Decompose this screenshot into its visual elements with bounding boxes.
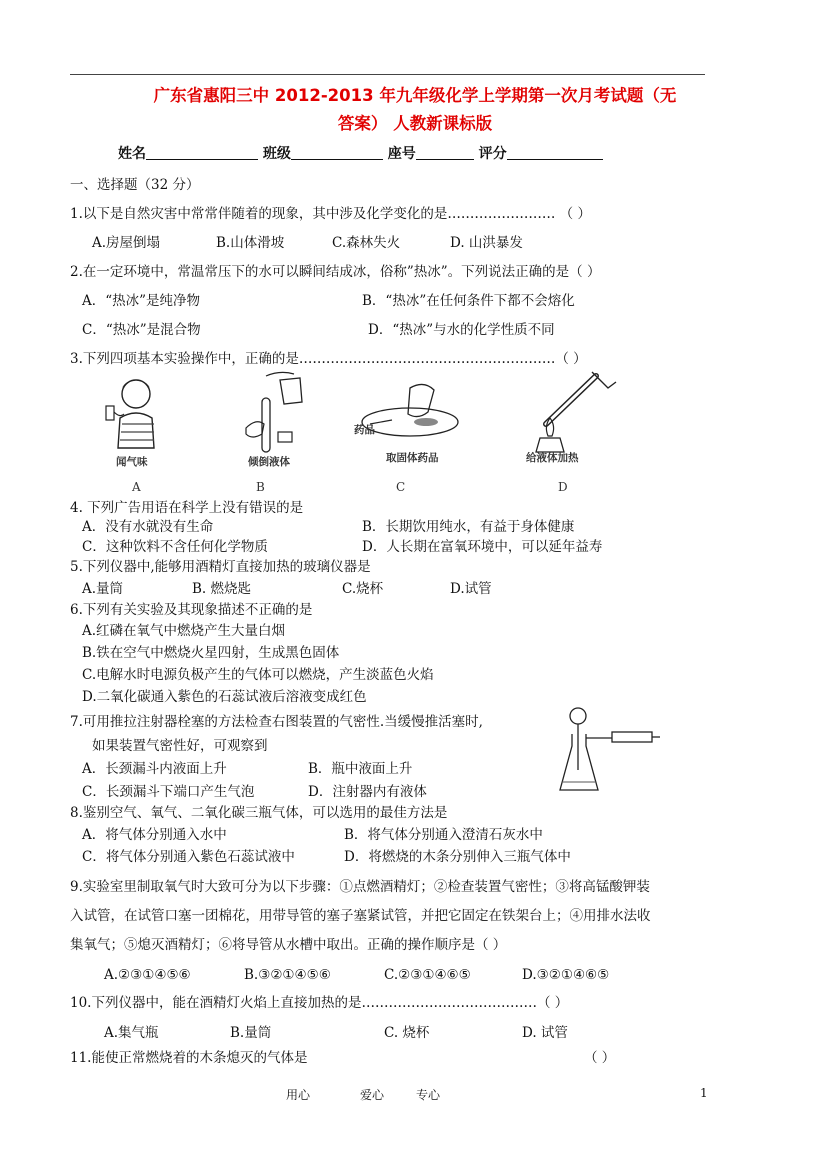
q4-option-a: A．没有水就没有生命 [82, 519, 214, 535]
q6-option-b: B.铁在空气中燃烧火星四射，生成黑色固体 [82, 645, 340, 661]
q11-answer-paren: （ ） [584, 1050, 616, 1066]
q3-figure-row [96, 368, 651, 496]
q4-option-d: D．人长期在富氧环境中，可以延年益寿 [362, 539, 603, 555]
q2-option-b: B．“热冰”在任何条件下都不会熔化 [362, 293, 575, 309]
q3-letter-b: B [256, 480, 265, 494]
q10-option-d: D. 试管 [522, 1025, 568, 1041]
footer-motto-1: 用心 [286, 1088, 311, 1102]
q8-option-a: A．将气体分别通入水中 [82, 827, 227, 843]
q3-caption-a: 闻气味 [116, 456, 148, 468]
q7-stem-cont: 如果装置气密性好，可观察到 [92, 738, 268, 754]
q3-letter-c: C [396, 480, 406, 494]
q9-option-b: B.③②①④⑤⑥ [244, 967, 331, 983]
q10-option-c: C. 烧杯 [384, 1025, 430, 1041]
q4-stem: 4. 下列广告用语在科学上没有错误的是 [70, 500, 304, 516]
q3-caption-b: 倾倒液体 [248, 456, 290, 468]
q6-stem: 6.下列有关实验及其现象描述不正确的是 [70, 602, 313, 618]
q10-option-b: B.量筒 [230, 1025, 272, 1041]
q9-option-c: C.②③①④⑥⑤ [384, 967, 471, 983]
q7-stem: 7.可用推拉注射器栓塞的方法检查右图装置的气密性.当缓慢推活塞时, [70, 714, 483, 730]
q8-option-b: B．将气体分别通入澄清石灰水中 [344, 827, 543, 843]
score-blank [507, 145, 603, 160]
q1-stem: 1.以下是自然灾害中常常伴随着的现象，其中涉及化学变化的是…………………… （ ） [70, 206, 591, 222]
q8-option-c: C．将气体分别通入紫色石蕊试液中 [82, 849, 295, 865]
q2-option-a: A．“热冰”是纯净物 [82, 293, 201, 309]
q4-option-b: B．长期饮用纯水，有益于身体健康 [362, 519, 575, 535]
student-info-row [118, 143, 603, 163]
q11-stem: 11.能使正常燃烧着的木条熄灭的气体是 [70, 1050, 308, 1066]
q10-option-a: A.集气瓶 [104, 1025, 159, 1041]
q8-option-d: D．将燃烧的木条分别伸入三瓶气体中 [344, 849, 571, 865]
exam-title-line1: 广东省惠阳三中 2012-2013 年九年级化学上学期第一次月考试题（无 [153, 86, 677, 105]
q9-line2: 入试管，在试管口塞一团棉花，用带导管的塞子塞紧试管，并把它固定在铁架台上；④用排水法收 [70, 908, 651, 924]
q9-line3: 集氧气；⑤熄灭酒精灯；⑥将导管从水槽中取出。正确的操作顺序是（ ） [70, 937, 507, 953]
q8-stem: 8.鉴别空气、氧气、二氧化碳三瓶气体，可以选用的最佳方法是 [70, 805, 448, 821]
q3-letter-d: D [558, 480, 568, 494]
q6-option-a: A.红磷在氧气中燃烧产生大量白烟 [82, 623, 286, 639]
q7-option-b: B．瓶中液面上升 [308, 761, 413, 777]
name-blank [146, 145, 258, 160]
q5-option-a: A.量筒 [82, 581, 124, 597]
airtightness-apparatus-figure [552, 706, 662, 798]
q7-option-a: A．长颈漏斗内液面上升 [82, 761, 227, 777]
q1-option-c: C.森林失火 [332, 235, 401, 251]
q6-option-c: C.电解水时电源负极产生的气体可以燃烧，产生淡蓝色火焰 [82, 667, 434, 683]
q2-stem: 2.在一定环境中，常温常压下的水可以瞬间结成冰，俗称”热冰”。下列说法正确的是（ ） [70, 264, 601, 280]
q3-caption-d: 给液体加热 [526, 452, 579, 464]
q5-option-b: B. 燃烧匙 [192, 581, 252, 597]
name-label: 姓名 [118, 146, 146, 162]
q9-line1: 9.实验室里制取氧气时大致可分为以下步骤：①点燃酒精灯；②检查装置气密性；③将高锰酸钾装 [70, 879, 650, 895]
header-rule [70, 74, 705, 75]
page-number: 1 [700, 1086, 708, 1100]
q5-stem: 5.下列仪器中,能够用酒精灯直接加热的玻璃仪器是 [70, 559, 371, 575]
q1-option-a: A.房屋倒塌 [92, 235, 161, 251]
section-heading: 一、选择题（32 分） [70, 177, 200, 193]
seat-blank [416, 145, 474, 160]
q9-option-a: A.②③①④⑤⑥ [104, 967, 191, 983]
q9-option-d: D.③②①④⑥⑤ [522, 967, 610, 983]
class-blank [291, 145, 383, 160]
q4-option-c: C．这种饮料不含任何化学物质 [82, 539, 268, 555]
score-label: 评分 [478, 146, 507, 162]
smell-gas-figure [96, 368, 176, 468]
q10-stem: 10.下列仪器中，能在酒精灯火焰上直接加热的是…………………………………（ ） [70, 995, 569, 1011]
q3-letter-a: A [132, 480, 141, 494]
q6-option-d: D.二氧化碳通入紫色的石蕊试液后溶液变成红色 [82, 689, 367, 705]
q3-stem: 3.下列四项基本实验操作中，正确的是…………………………………………………（ ） [70, 351, 587, 367]
q2-option-d: D．“热冰”与水的化学性质不同 [368, 322, 555, 338]
q7-option-c: C．长颈漏斗下端口产生气泡 [82, 784, 255, 800]
q1-option-b: B.山体滑坡 [216, 235, 285, 251]
footer-motto-3: 专心 [416, 1088, 441, 1102]
q2-option-c: C．“热冰”是混合物 [82, 322, 201, 338]
q7-option-d: D．注射器内有液体 [308, 784, 427, 800]
pour-liquid-figure [236, 368, 326, 468]
q1-option-d: D. 山洪暴发 [450, 235, 523, 251]
class-label: 班级 [262, 146, 291, 162]
q5-option-d: D.试管 [450, 581, 492, 597]
q3-caption-c: 取固体药品 [386, 452, 439, 464]
drug-label: 药品 [354, 424, 375, 436]
exam-title-line2: 答案） 人教新课标版 [337, 114, 493, 133]
q5-option-c: C.烧杯 [342, 581, 384, 597]
seat-label: 座号 [387, 146, 416, 162]
footer-motto-2: 爱心 [360, 1088, 385, 1102]
